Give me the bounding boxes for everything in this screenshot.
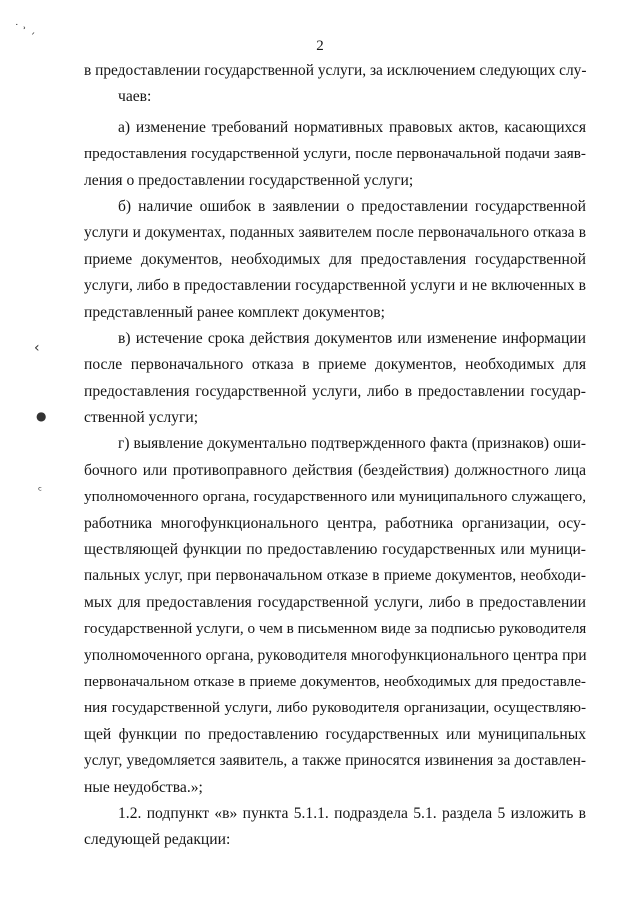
text-line: предоставления государственной услуги, либо в предоставлении государ-	[84, 382, 586, 400]
text-line: уполномоченного органа, государственного или муниципального служащего,	[84, 488, 586, 506]
margin-mark-dot: ●	[36, 409, 47, 423]
text-line: услуги, либо в предоставлении государственной услуги и не включенных в	[84, 277, 586, 295]
text-line: услуги и документах, поданных заявителем после первоначального отказа в	[84, 224, 586, 242]
text-line: 1.2. подпункт «в» пункта 5.1.1. подраздела 5.1. раздела 5 изложить в	[118, 804, 586, 822]
text-line: б) наличие ошибок в заявлении о предоставлении государственной	[118, 197, 586, 215]
scan-speck: ˙ ˒ ˏ	[14, 22, 36, 35]
text-line: государственной услуги, о чем в письменном виде за подписью руководителя	[84, 620, 587, 638]
text-line: ния государственной услуги, либо руководителя организации, осуществляю-	[84, 699, 586, 717]
text-line: после первоначального отказа в приеме документов, необходимых для	[84, 356, 586, 374]
text-line: уполномоченного органа, руководителя многофункционального центра при	[84, 646, 587, 664]
text-line: бочного или противоправного действия (бездействия) должностного лица	[84, 461, 586, 479]
text-line: в) истечение срока действия документов или изменение информации	[118, 329, 586, 347]
text-line: щей функции по предоставлению государственных или муниципальных	[84, 725, 586, 743]
text-line: г) выявление документально подтвержденного факта (признаков) оши-	[118, 435, 586, 453]
page-number: 2	[316, 38, 324, 54]
text-line: ществляющей функции по предоставлению государственных или муници-	[84, 541, 586, 559]
text-line: работника многофункционального центра, работника организации, осу-	[84, 514, 586, 532]
text-line: предоставления государственной услуги, после первоначальной подачи заяв-	[84, 145, 586, 163]
text-line: первоначальном отказе в приеме документов, необходимых для предоставле-	[84, 672, 586, 690]
text-line: в предоставлении государственной услуги, за исключением следующих слу-	[84, 62, 587, 79]
margin-mark-small: ᶜ	[38, 484, 43, 497]
text-line: представленный ранее комплект документов;	[84, 303, 385, 321]
text-line: а) изменение требований нормативных правовых актов, касающихся	[118, 118, 586, 136]
text-line: приеме документов, необходимых для предоставления государственной	[84, 250, 586, 268]
text-line: чаев:	[118, 88, 152, 106]
text-line: мых для предоставления государственной услуги, либо в предоставлении	[84, 593, 586, 611]
text-line: услуг, уведомляется заявитель, а также приносятся извинения за доставлен-	[84, 752, 586, 770]
text-line: пальных услуг, при первоначальном отказе в приеме документов, необходи-	[84, 567, 586, 585]
margin-mark-arrow: ‹	[34, 340, 40, 356]
document-body	[84, 58, 586, 854]
text-line: ные неудобства.»;	[84, 778, 203, 796]
text-line: ственной услуги;	[84, 409, 199, 427]
text-line: следующей редакции:	[84, 831, 231, 849]
text-line: ления о предоставлении государственной услуги;	[84, 171, 414, 189]
